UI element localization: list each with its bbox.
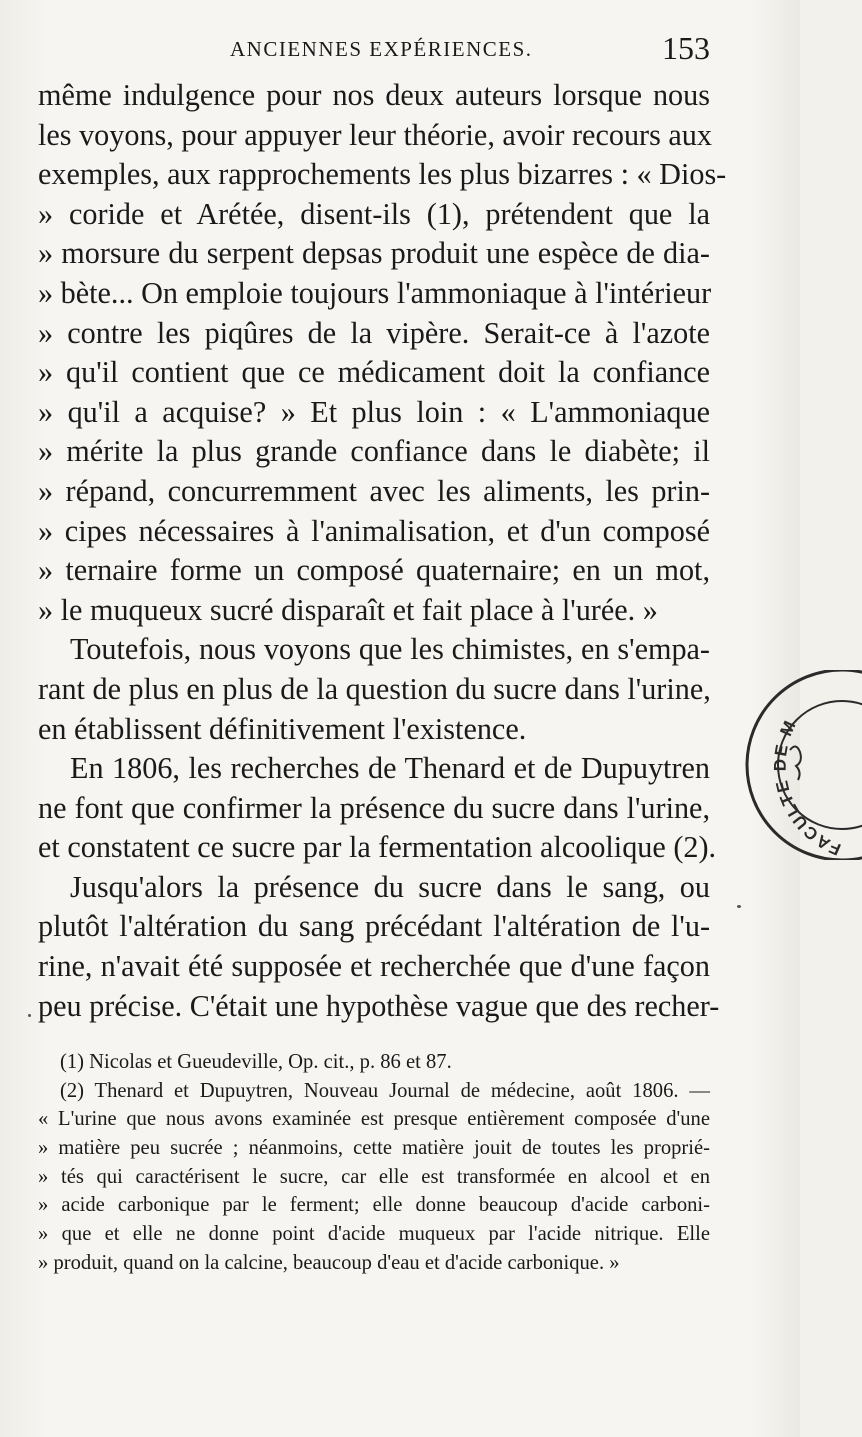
footnote-line: » acide carbonique par le ferment; elle donne beaucoup d'acide carboni-	[38, 1194, 710, 1217]
footnote-line: (1) Nicolas et Gueudeville, Op. cit., p. 86 et 87.	[60, 1051, 452, 1073]
text-line: en établissent définitivement l'existence.	[38, 711, 527, 746]
text-line: » morsure du serpent depsas produit une espèce de dia-	[38, 236, 710, 271]
ink-speck	[737, 905, 741, 908]
footnote-line: » tés qui caractérisent le sucre, car elle est transformée en alcool et en	[38, 1165, 710, 1188]
text-line: » bète... On emploie toujours l'ammoniaque à l'intérieur	[38, 275, 712, 310]
text-line: » qu'il contient que ce médicament doit la confiance	[38, 355, 710, 390]
text-line: » le muqueux sucré disparaît et fait place à l'urée. »	[38, 592, 658, 627]
text-line: » ternaire forme un composé quaternaire; en un mot,	[38, 553, 710, 588]
library-stamp-icon	[742, 670, 862, 860]
text-line: » répand, concurremment avec les aliments, les prin-	[38, 473, 710, 508]
ink-speck	[28, 1014, 31, 1017]
text-line: » mérite la plus grande confiance dans le diabète; il	[38, 434, 710, 469]
text-line: rant de plus en plus de la question du sucre dans l'urine,	[38, 671, 711, 706]
text-line: » coride et Arétée, disent-ils (1), prétendent que la	[38, 196, 710, 231]
footnotes	[38, 1048, 710, 1278]
text-line: ne font que confirmer la présence du sucre dans l'urine,	[38, 790, 710, 825]
text-line: » cipes nécessaires à l'animalisation, et d'un composé	[38, 513, 710, 548]
page-number: 153	[662, 30, 710, 66]
footnote-line: » matière peu sucrée ; néanmoins, cette matière jouit de toutes les proprié-	[38, 1137, 710, 1160]
footnote-line: » que et elle ne donne point d'acide muqueux par l'acide nitrique. Elle	[38, 1223, 710, 1246]
text-line: En 1806, les recherches de Thenard et de Dupuytren	[70, 751, 710, 786]
text-line: » contre les piqûres de la vipère. Serait-ce à l'azote	[38, 315, 710, 350]
text-line: exemples, aux rapprochements les plus bizarres : « Dios-	[38, 157, 727, 192]
text-line: les voyons, pour appuyer leur théorie, avoir recours aux	[38, 117, 712, 152]
running-title: ANCIENNES EXPÉRIENCES.	[230, 37, 533, 61]
text-line: rine, n'avait été supposée et recherchée que d'une façon	[38, 949, 710, 984]
text-line: et constatent ce sucre par la fermentation alcoolique (2).	[38, 830, 717, 865]
stamp-text: FACULTE DE M	[770, 716, 844, 859]
text-line: Jusqu'alors la présence du sucre dans le sang, ou	[70, 869, 710, 904]
text-line: peu précise. C'était une hypothèse vague que des recher-	[38, 988, 720, 1023]
body-text	[38, 76, 727, 1026]
footnote-line: « L'urine que nous avons examinée est presque entièrement composée d'une	[38, 1108, 710, 1131]
text-line: même indulgence pour nos deux auteurs lorsque nous	[38, 78, 710, 112]
page-header	[38, 30, 710, 70]
text-line: Toutefois, nous voyons que les chimistes, en s'empa-	[70, 632, 710, 667]
footnote-line: » produit, quand on la calcine, beaucoup d'eau et d'acide carbonique. »	[38, 1251, 620, 1274]
text-line: » qu'il a acquise? » Et plus loin : « L'ammoniaque	[38, 394, 710, 429]
text-line: plutôt l'altération du sang précédant l'altération de l'u-	[38, 909, 710, 944]
footnote-line: (2) Thenard et Dupuytren, Nouveau Journal de médecine, août 1806. —	[60, 1079, 710, 1102]
